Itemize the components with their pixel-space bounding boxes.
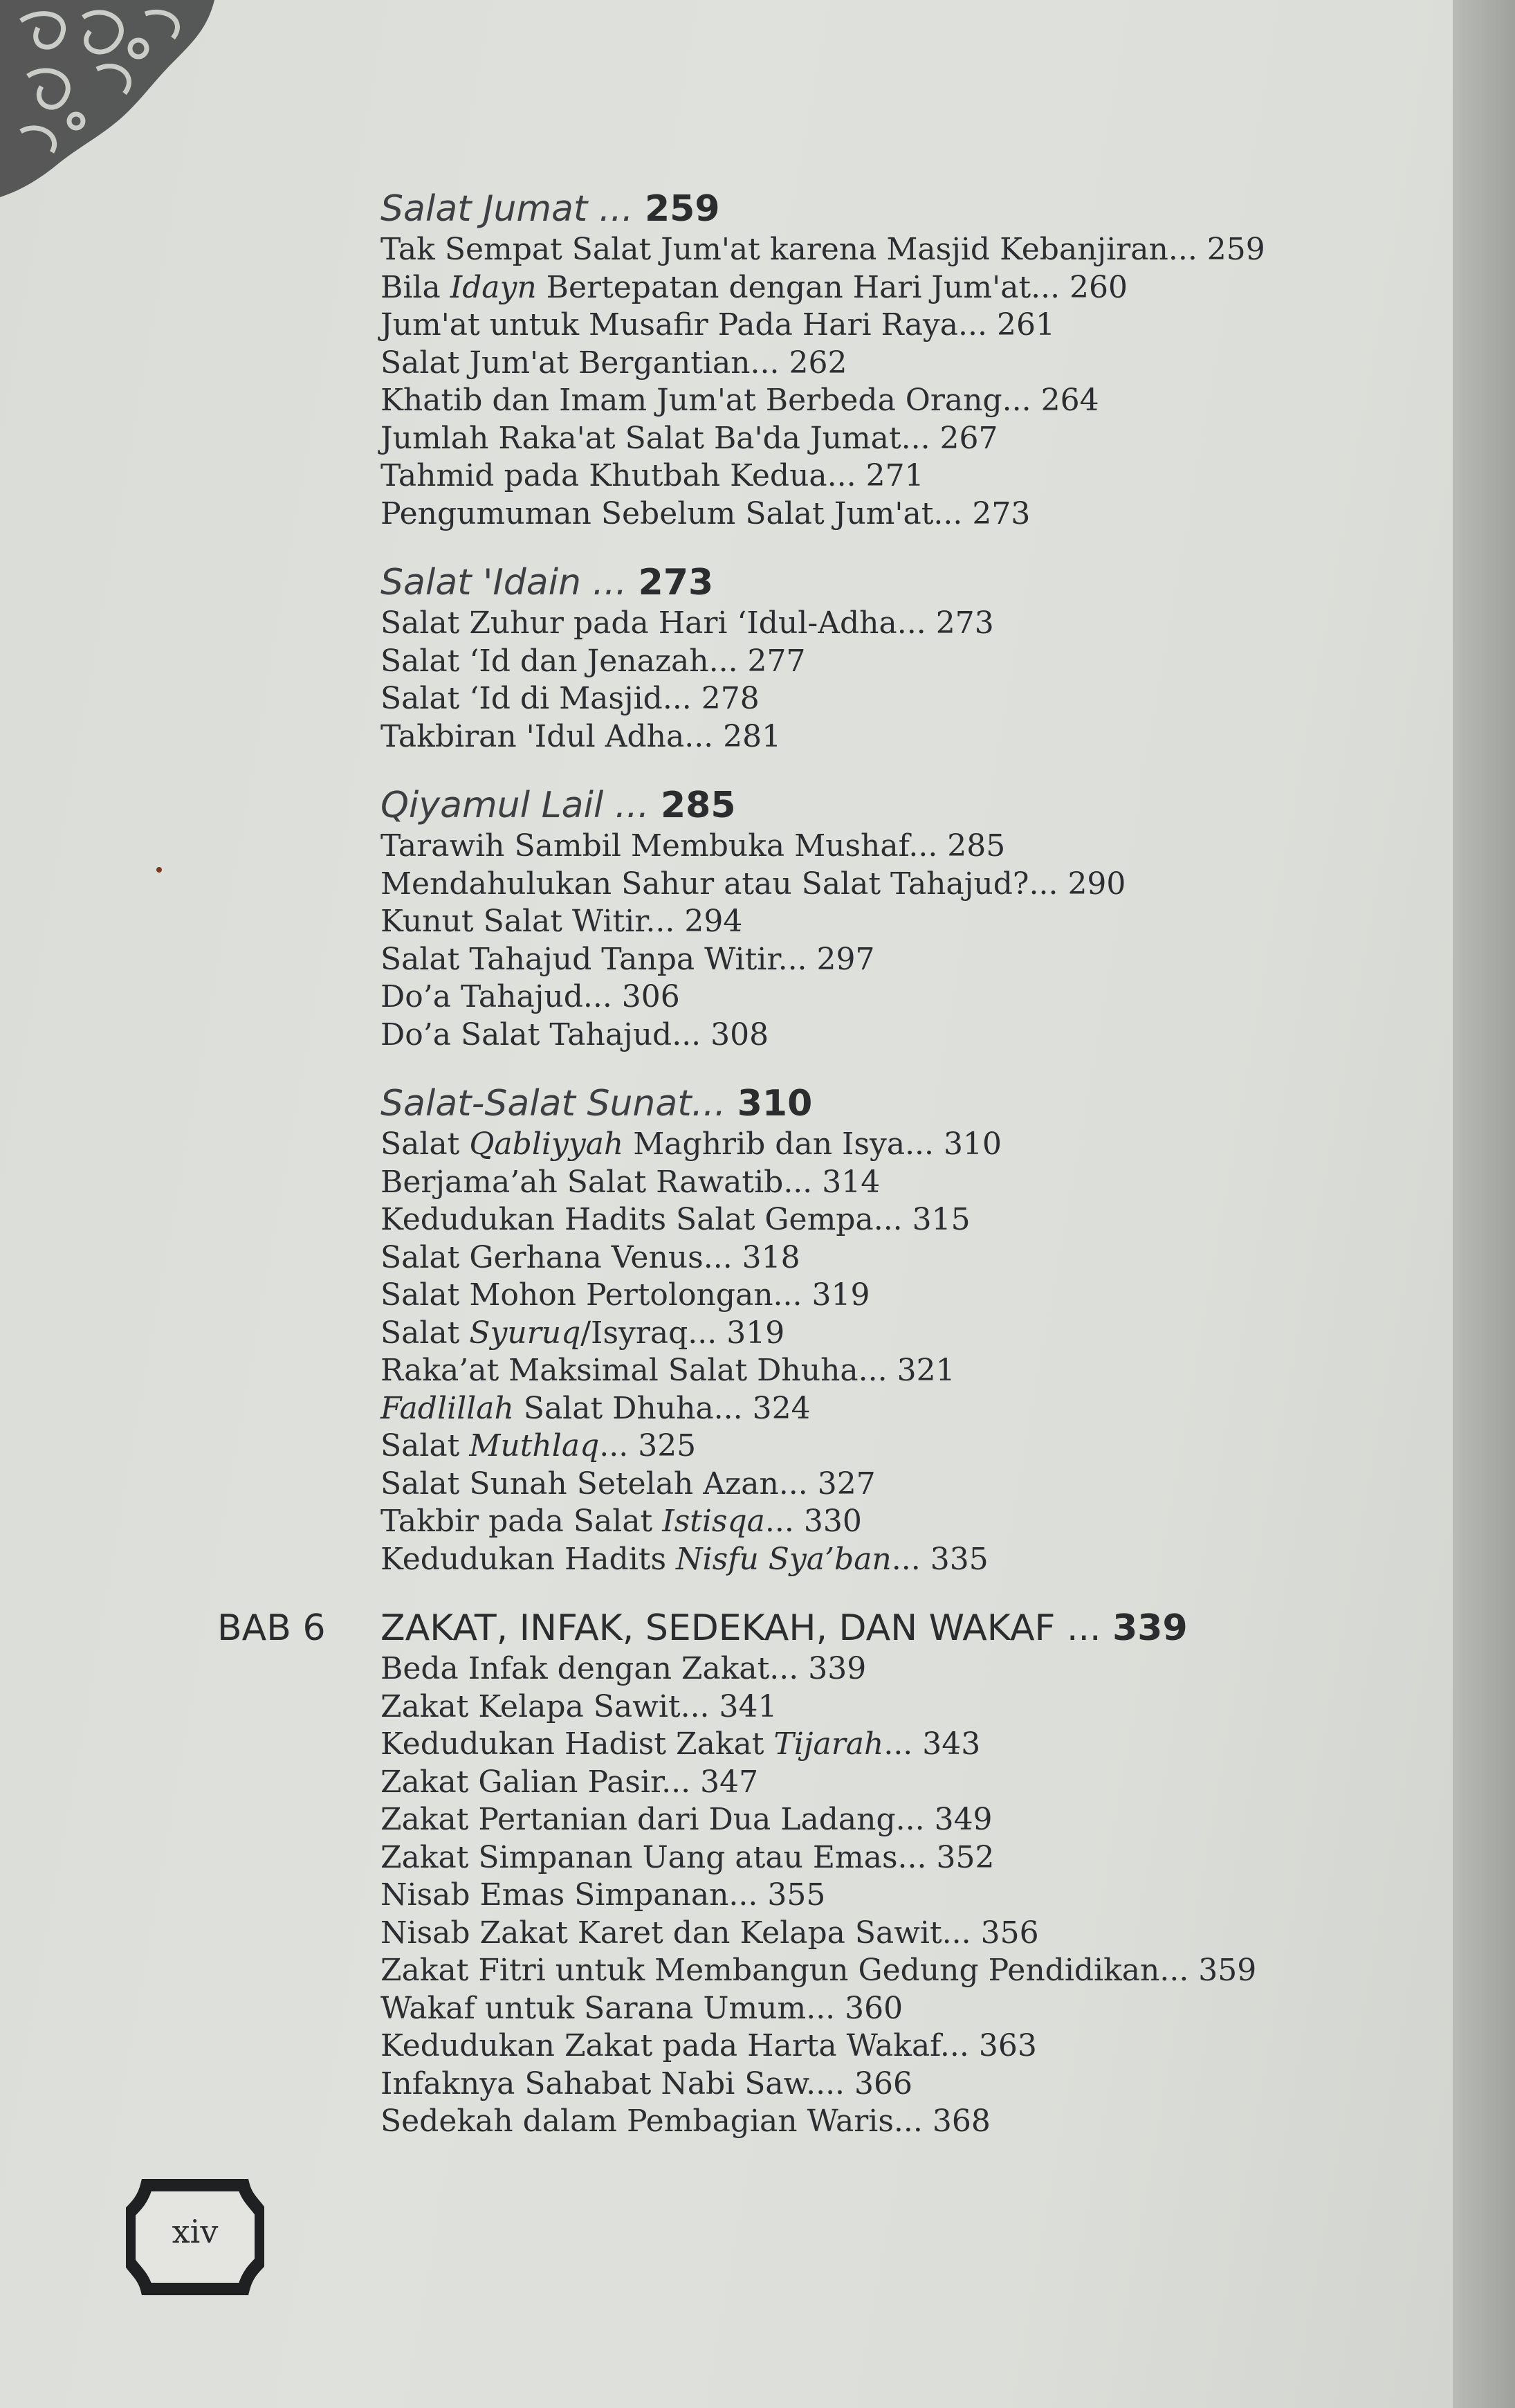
toc-entry-text: Kedudukan Hadits Salat Gempa... 315	[380, 1202, 971, 1237]
toc-entry-text: Bila	[380, 269, 450, 305]
toc-entry-text: Tak Sempat Salat Jum'at karena Masjid Kebanjiran... 259	[380, 232, 1265, 267]
chapter-block	[217, 1606, 1404, 2141]
toc-section	[380, 560, 1404, 756]
toc-entry-text: Zakat Fitri untuk Membangun Gedung Pendidikan... 359	[380, 1953, 1257, 1988]
toc-entry-text: Salat Zuhur pada Hari ‘Idul-Adha... 273	[380, 605, 994, 641]
toc-entry-italic: Istisqa	[662, 1504, 765, 1539]
toc-entry	[380, 1503, 1404, 1541]
section-page: 310	[737, 1083, 813, 1124]
chapter-entries	[380, 1650, 1404, 2141]
toc-entry	[380, 605, 1404, 643]
toc-entry	[380, 718, 1404, 756]
toc-entry	[380, 1877, 1404, 1915]
toc-entry-italic: Idayn	[450, 269, 537, 305]
toc-entry-text: ... 343	[883, 1726, 981, 1762]
toc-entry-text: Kedudukan Hadist Zakat	[380, 1726, 774, 1762]
toc-entry	[380, 307, 1404, 345]
sections-list	[380, 187, 1404, 1578]
toc-section	[380, 187, 1404, 533]
toc-entry	[380, 345, 1404, 383]
toc-entry-text: Bertepatan dengan Hari Jum'at... 260	[536, 269, 1128, 305]
section-heading	[380, 187, 1404, 231]
toc-entry-text: Salat	[380, 1127, 470, 1162]
toc-entry	[380, 1839, 1404, 1877]
toc-entry	[380, 903, 1404, 941]
toc-entry-text: Kedudukan Zakat pada Harta Wakaf... 363	[380, 2028, 1037, 2063]
toc-entry	[380, 1952, 1404, 1990]
toc-entry-text: Salat Dhuha... 324	[513, 1390, 811, 1426]
toc-entry-text: Salat Tahajud Tanpa Witir... 297	[380, 941, 875, 977]
toc-entry-text: Tahmid pada Khutbah Kedua... 271	[380, 458, 924, 493]
toc-entry-text: Kunut Salat Witir... 294	[380, 904, 743, 939]
toc-entry-text: Salat	[380, 1428, 470, 1463]
chapter-title-text: ZAKAT, INFAK, SEDEKAH, DAN WAKAF ...	[380, 1607, 1101, 1649]
toc-entry	[380, 495, 1404, 533]
toc-entry-text: Jumlah Raka'at Salat Ba'da Jumat... 267	[380, 420, 998, 456]
toc-entry	[380, 1201, 1404, 1239]
toc-entry	[380, 420, 1404, 458]
toc-entry-text: ... 330	[764, 1504, 862, 1539]
toc-entry-italic: Fadlillah	[380, 1390, 514, 1426]
toc-entry-text: ... 325	[599, 1428, 697, 1463]
toc-entry-text: Maghrib dan Isya... 310	[623, 1127, 1002, 1162]
toc-entry-text: Salat ‘Id dan Jenazah... 277	[380, 643, 806, 679]
toc-section	[380, 1082, 1404, 1578]
chapter-page: 339	[1112, 1607, 1188, 1649]
toc-entry	[380, 1390, 1404, 1428]
toc-entry	[380, 680, 1404, 718]
toc-entry-text: Salat Jum'at Bergantian... 262	[380, 345, 847, 381]
toc-entry-text: Do’a Tahajud... 306	[380, 979, 680, 1014]
toc-entry-text: Salat Gerhana Venus... 318	[380, 1239, 800, 1275]
toc-entry-text: /Isyraq... 319	[580, 1315, 785, 1351]
chapter-title	[380, 1606, 1404, 1650]
page-edge	[1453, 0, 1515, 2408]
section-heading	[380, 783, 1404, 828]
toc-entry-text: Do’a Salat Tahajud... 308	[380, 1016, 769, 1052]
toc-entry	[380, 941, 1404, 979]
section-title: Qiyamul Lail ...	[380, 785, 650, 826]
toc-entry-text: Raka’at Maksimal Salat Dhuha... 321	[380, 1353, 955, 1388]
section-page: 285	[660, 785, 736, 826]
toc-entry-text: Pengumuman Sebelum Salat Jum'at... 273	[380, 495, 1031, 531]
toc-entry-text: Zakat Simpanan Uang atau Emas... 352	[380, 1839, 995, 1875]
toc-entry	[380, 1541, 1404, 1579]
toc-entry	[380, 1726, 1404, 1764]
section-title: Salat 'Idain ...	[380, 562, 627, 603]
toc-entry	[380, 231, 1404, 269]
toc-entry	[380, 1239, 1404, 1277]
toc-entry	[380, 1352, 1404, 1390]
page-number: xiv	[172, 2213, 219, 2250]
toc-entry	[380, 1428, 1404, 1466]
toc-entry-text: Salat Sunah Setelah Azan... 327	[380, 1466, 876, 1502]
toc-entry-italic: Nisfu Sya’ban	[676, 1541, 892, 1577]
toc-entry	[380, 1915, 1404, 1953]
toc-entry-text: Beda Infak dengan Zakat... 339	[380, 1651, 867, 1686]
toc-entry-text: Zakat Kelapa Sawit... 341	[380, 1688, 778, 1724]
toc-entry	[380, 1764, 1404, 1802]
chapter-number: BAB 6	[217, 1607, 326, 1649]
toc-entry-italic: Qabliyyah	[469, 1127, 624, 1162]
toc-entry	[380, 1277, 1404, 1315]
toc-entry-text: Berjama’ah Salat Rawatib... 314	[380, 1164, 881, 1200]
toc-entry-text: Nisab Zakat Karet dan Kelapa Sawit... 356	[380, 1915, 1039, 1951]
toc-entry	[380, 1990, 1404, 2028]
toc-entry	[380, 2027, 1404, 2065]
toc-entry-text: Takbir pada Salat	[380, 1504, 663, 1539]
section-title: Salat-Salat Sunat...	[380, 1083, 726, 1124]
toc-entry	[380, 978, 1404, 1016]
toc-entry	[380, 1016, 1404, 1055]
toc-entry-text: Tarawih Sambil Membuka Mushaf... 285	[380, 828, 1006, 864]
toc-entry-text: Wakaf untuk Sarana Umum... 360	[380, 1990, 903, 2026]
section-heading	[380, 560, 1404, 605]
section-heading	[380, 1082, 1404, 1126]
toc-entry-text: Jum'at untuk Musafir Pada Hari Raya... 261	[380, 307, 1055, 343]
toc-entry-text: Zakat Galian Pasir... 347	[380, 1764, 759, 1800]
toc-entry	[380, 2065, 1404, 2104]
corner-ornament-icon	[0, 0, 228, 201]
toc-entry	[380, 1688, 1404, 1726]
toc-entry-text: Khatib dan Imam Jum'at Berbeda Orang... 264	[380, 383, 1099, 418]
toc-entry	[380, 2103, 1404, 2141]
toc-entry-text: Mendahulukan Sahur atau Salat Tahajud?... 290	[380, 866, 1126, 902]
toc-entry	[380, 866, 1404, 904]
section-page: 273	[638, 562, 714, 603]
toc-entry-text: Takbiran 'Idul Adha... 281	[380, 718, 782, 754]
toc-entry-text: Salat	[380, 1315, 470, 1351]
toc-entry	[380, 382, 1404, 420]
toc-entry	[380, 1650, 1404, 1688]
toc-entry-text: Salat Mohon Pertolongan... 319	[380, 1277, 870, 1313]
toc-entry	[380, 1164, 1404, 1202]
toc-entry-text: ... 335	[891, 1541, 989, 1577]
toc-entry	[380, 457, 1404, 495]
toc-entry-italic: Muthlaq	[469, 1428, 600, 1463]
table-of-contents	[217, 187, 1404, 2141]
toc-entry-text: Sedekah dalam Pembagian Waris... 368	[380, 2104, 991, 2139]
toc-entry	[380, 269, 1404, 307]
toc-entry	[380, 1126, 1404, 1164]
section-title: Salat Jumat ...	[380, 188, 634, 230]
ink-speck	[156, 867, 162, 873]
toc-section	[380, 783, 1404, 1054]
toc-entry	[380, 643, 1404, 681]
toc-entry-italic: Tijarah	[773, 1726, 884, 1762]
toc-entry-italic: Syuruq	[469, 1315, 581, 1351]
toc-entry	[380, 1466, 1404, 1504]
toc-entry-text: Kedudukan Hadits	[380, 1541, 677, 1577]
toc-entry-text: Infaknya Sahabat Nabi Saw.... 366	[380, 2065, 913, 2101]
toc-entry-text: Zakat Pertanian dari Dua Ladang... 349	[380, 1802, 993, 1837]
toc-entry	[380, 1315, 1404, 1353]
toc-entry	[380, 1801, 1404, 1839]
toc-entry-text: Salat ‘Id di Masjid... 278	[380, 681, 760, 716]
toc-entry	[380, 828, 1404, 866]
toc-entry-text: Nisab Emas Simpanan... 355	[380, 1877, 826, 1913]
section-page: 259	[644, 188, 720, 230]
